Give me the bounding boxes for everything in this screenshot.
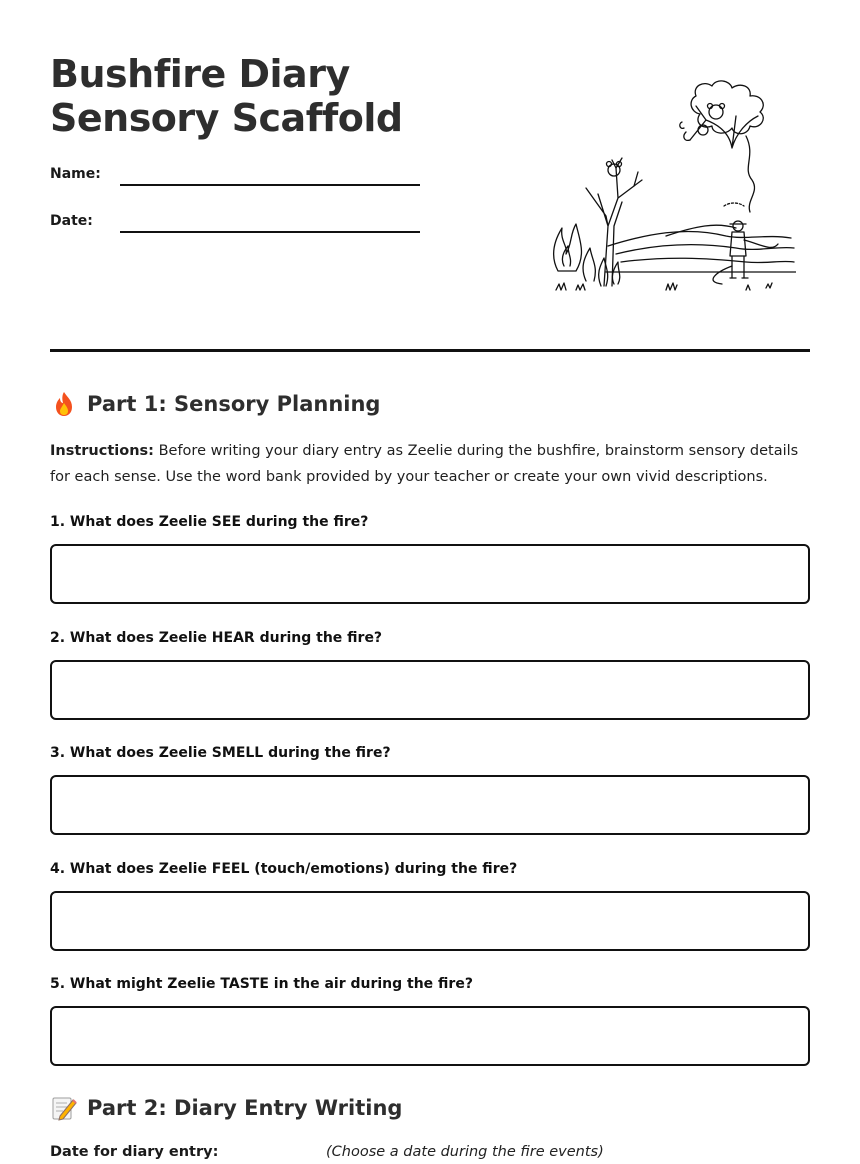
answer-box-smell[interactable] [50,775,810,835]
diary-date-label: Date for diary entry: [50,1144,219,1160]
answer-box-taste[interactable] [50,1006,810,1066]
name-write-line[interactable] [120,184,420,186]
part1-heading [50,390,380,418]
answer-box-feel[interactable] [50,891,810,951]
question-feel: 4. What does Zeelie FEEL (touch/emotions) during the fire? [50,861,518,877]
diary-date-hint: (Choose a date during the fire events) [326,1144,604,1160]
part2-heading [50,1094,402,1122]
bushfire-illustration-icon [546,76,796,296]
answer-box-see[interactable] [50,544,810,604]
page-title: Bushfire Diary Sensory Scaffold [50,52,403,140]
memo-pencil-icon [50,1094,78,1122]
instructions-label: Instructions: [50,443,154,459]
question-taste: 5. What might Zeelie TASTE in the air during the fire? [50,976,473,992]
question-smell: 3. What does Zeelie SMELL during the fire? [50,745,391,761]
date-label: Date: [50,213,93,229]
part2-heading-text: Part 2: Diary Entry Writing [87,1096,403,1120]
instructions-paragraph [50,438,810,490]
fire-icon [50,390,78,418]
answer-box-hear[interactable] [50,660,810,720]
name-label: Name: [50,166,101,182]
diary-date-row [50,1144,810,1164]
instructions-text: Before writing your diary entry as Zeelie during the bushfire, brainstorm sensory details for each sense. Use the word bank provided by your teacher or create your own vivid descriptions. [50,443,799,485]
date-write-line[interactable] [120,231,420,233]
section-divider [50,349,810,352]
question-see: 1. What does Zeelie SEE during the fire? [50,514,369,530]
question-hear: 2. What does Zeelie HEAR during the fire? [50,630,383,646]
name-field [50,166,420,190]
date-field [50,213,420,237]
part1-heading-text: Part 1: Sensory Planning [87,392,381,416]
